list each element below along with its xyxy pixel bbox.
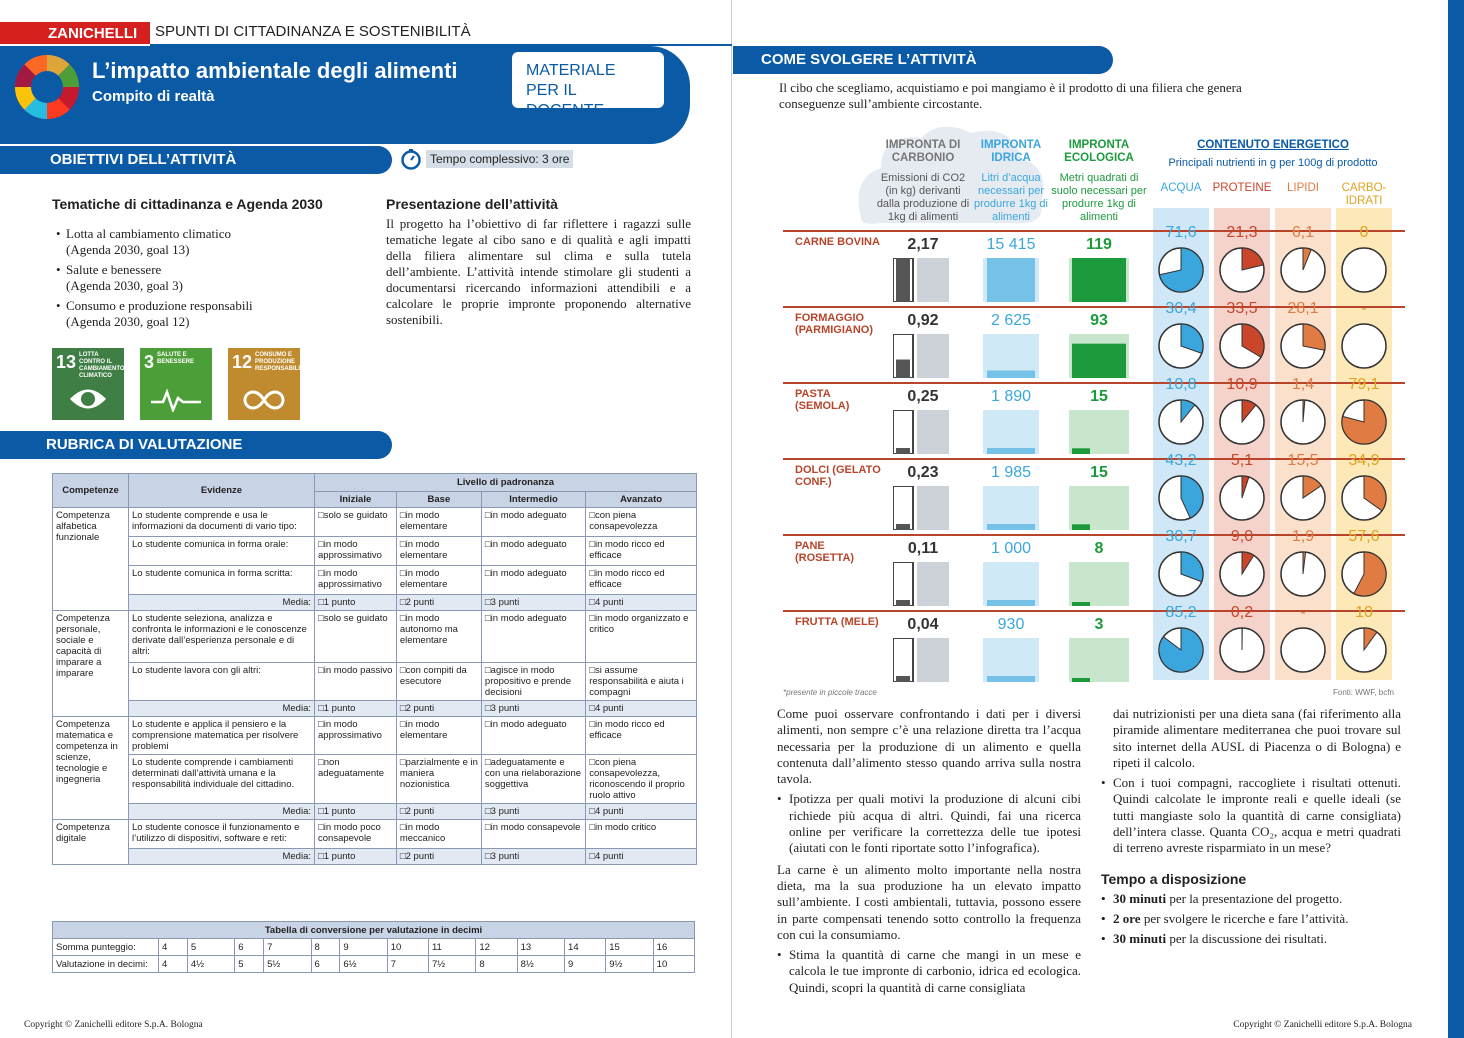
prot-value: 21,3 <box>1226 224 1258 241</box>
sdg-wheel-icon <box>14 54 80 120</box>
tematica-goal: (Agenda 2030, goal 3) <box>66 278 183 293</box>
media-cell: □1 punto <box>315 804 397 820</box>
prot-pie <box>1218 398 1266 446</box>
stopwatch-icon <box>400 148 422 170</box>
cell: □con compiti da esecutore <box>396 663 481 701</box>
conv-cell: 4 <box>159 956 188 973</box>
material-line-2: PER IL DOCENTE <box>526 82 605 119</box>
bullet-3: • Con i tuoi compagni, raccogliete i risultati ottenuti. Quindi calcolate le impronte reali e quelle ideali (se tutti mangiaste solo la quantità di carne consigliata) dell’intera classe. Quanta CO₂, acqua e metri quadrati di terreno avreste risparmiato in un mese? <box>1101 775 1401 856</box>
section-obiettivi: OBIETTIVI DELL’ATTIVITÀ <box>0 146 392 174</box>
acqua-pie <box>1157 626 1205 674</box>
tematiche-list <box>56 226 253 334</box>
section-come-svolgere: COME SVOLGERE L’ATTIVITÀ <box>733 46 1113 74</box>
carb-value: 10 <box>1355 604 1373 621</box>
material-line-1: MATERIALE <box>526 62 616 79</box>
cell: □in modo adeguato <box>481 508 585 537</box>
tempo-desc: per la presentazione del progetto. <box>1166 890 1343 906</box>
media-row <box>53 849 697 865</box>
water-bar <box>983 562 1039 606</box>
tematica-goal: (Agenda 2030, goal 13) <box>66 242 190 257</box>
cell: □agisce in modo propositivo e prende decisioni <box>481 663 585 701</box>
media-cell: □2 punti <box>396 849 481 865</box>
eco-bar <box>1069 258 1129 302</box>
prot-pie <box>1218 474 1266 522</box>
food-name: FRUTTA (MELE) <box>795 616 879 628</box>
eco-bar <box>1069 638 1129 682</box>
eco-value: 93 <box>1090 312 1108 329</box>
tempo-title: Tempo a disposizione <box>1101 870 1247 887</box>
eco-header: IMPRONTA ECOLOGICA <box>1064 139 1134 164</box>
lip-pie <box>1279 398 1327 446</box>
cell: □in modo approssimativo <box>315 717 397 755</box>
water-value: 1 985 <box>990 464 1032 481</box>
conv-row <box>53 956 695 973</box>
lip-value: 1,4 <box>1291 376 1315 393</box>
goal-label: LOTTA CONTRO IL CAMBIAMENTO CLIMATICO <box>79 352 125 379</box>
media-cell: □2 punti <box>396 595 481 611</box>
media-cell: □4 punti <box>586 849 697 865</box>
cell: □in modo adeguato <box>481 566 585 595</box>
cell: □in modo passivo <box>315 663 397 701</box>
conv-cell: 6½ <box>340 956 387 973</box>
tempo-desc: per la discussione dei risultati. <box>1166 931 1328 947</box>
co2-value: 0,92 <box>907 312 939 329</box>
cell: □in modo autonomo ma elementare <box>396 611 481 663</box>
water-bar <box>983 410 1039 454</box>
water-header: IMPRONTA IDRICA <box>980 139 1042 164</box>
table-row <box>53 755 697 804</box>
competenza-cell: Competenza digitale <box>53 820 129 865</box>
conv-cell: 5 <box>235 956 264 973</box>
conv-cell: 11 <box>428 939 475 956</box>
conv-cell: 10 <box>653 956 694 973</box>
water-bar <box>983 258 1039 302</box>
goal-13-icon <box>52 348 124 420</box>
co2-value: 0,23 <box>907 464 939 481</box>
bullet-2: • Stima la quantità di carne che mangi in un mese e calcola le tue impronte di carbonio, idrica ed ecologica. Quindi, scopri la quantità di carne consigliata <box>777 947 1081 996</box>
conv-cell: 9 <box>340 939 387 956</box>
carbon-sub: Emissioni di CO2 (in kg) derivanti dalla produzione di 1kg di alimenti <box>876 172 970 223</box>
brand-bar: ZANICHELLI <box>0 22 150 44</box>
conversion-table <box>52 921 695 973</box>
carbon-header: IMPRONTA DI CARBONIO <box>885 139 961 164</box>
conv-cell: 4½ <box>187 956 234 973</box>
media-label: Media: <box>129 804 315 820</box>
table-row <box>53 508 697 537</box>
media-cell: □3 punti <box>481 595 585 611</box>
lip-pie <box>1279 626 1327 674</box>
cell: □parzialmente e in maniera nozionistica <box>396 755 481 804</box>
media-row <box>53 804 697 820</box>
side-stripe <box>1448 0 1464 1038</box>
cell: □in modo elementare <box>396 508 481 537</box>
media-label: Media: <box>129 849 315 865</box>
conv-cell: 15 <box>606 939 653 956</box>
lip-value: - <box>1300 604 1306 621</box>
cell: Lo studente conosce il funzionamento e l’utilizzo di dispositivi, software e reti: <box>129 820 315 849</box>
lipidi-label: LIPIDI <box>1287 182 1319 194</box>
eco-bar <box>1069 562 1129 606</box>
cell: Lo studente lavora con gli altri: <box>129 663 315 701</box>
goal-label: SALUTE E BENESSERE <box>157 352 195 365</box>
intro-text: Il cibo che scegliamo, acquistiamo e poi mangiamo è il prodotto di una filiera che genera conseguenze sull’ambiente circostante. <box>779 80 1242 111</box>
tematica-goal: (Agenda 2030, goal 12) <box>66 314 190 329</box>
cell: □con piena consapevolezza, riconoscendo il proprio ruolo attivo <box>586 755 697 804</box>
food-name: PANE (ROSETTA) <box>795 540 855 564</box>
acqua-pie <box>1157 322 1205 370</box>
competenza-cell: Competenza alfabetica funzionale <box>53 508 129 611</box>
co2-value: 0,25 <box>907 388 939 405</box>
cell: □in modo approssimativo <box>315 537 397 566</box>
media-cell: □4 punti <box>586 595 697 611</box>
tempo-item: • • 30 minuti per la discussione dei risultati. <box>1101 931 1401 947</box>
table-row <box>53 717 697 755</box>
acqua-pie <box>1157 550 1205 598</box>
eco-bar <box>1069 410 1129 454</box>
conv-cell: 14 <box>565 939 606 956</box>
conv-cell: 6 <box>235 939 264 956</box>
media-cell: □3 punti <box>481 804 585 820</box>
conv-cell: 7 <box>264 939 311 956</box>
acqua-label: ACQUA <box>1160 182 1202 194</box>
carb-value: 0 <box>1359 224 1369 241</box>
cell: Lo studente comprende i cambiamenti determinati dall’attività umana e la responsabilità individuale del cittadino. <box>129 755 315 804</box>
media-label: Media: <box>129 595 315 611</box>
acqua-value: 10,8 <box>1165 376 1197 393</box>
tematiche-title: Tematiche di cittadinanza e Agenda 2030 <box>52 196 323 212</box>
table-row <box>53 566 697 595</box>
goal-label: CONSUMO E PRODUZIONE RESPONSABILI <box>255 352 301 372</box>
cell: □in modo adeguato <box>481 717 585 755</box>
tempo-duration: 2 ore <box>1113 910 1141 926</box>
water-value: 2 625 <box>990 312 1032 329</box>
conv-cell: 9½ <box>606 956 653 973</box>
conv-title: Tabella di conversione per valutazione in decimi <box>53 922 695 939</box>
goal-12-icon <box>228 348 300 420</box>
note: *presente in piccole tracce <box>783 688 877 697</box>
carb-value: 57,6 <box>1348 528 1380 545</box>
conv-cell: 4 <box>159 939 188 956</box>
carb-pie <box>1340 626 1388 674</box>
conv-label: Valutazione in decimi: <box>53 956 159 973</box>
cell: Lo studente seleziona, analizza e confronta le informazioni e le conoscenze derivate dall’esperienza personale e di altri: <box>129 611 315 663</box>
carbon-bar <box>893 334 953 378</box>
proteine-label: PROTEINE <box>1212 182 1272 194</box>
conv-cell: 8½ <box>517 956 564 973</box>
cell: □si assume responsabilità e aiuta i compagni <box>586 663 697 701</box>
water-bar <box>983 486 1039 530</box>
cell: □con piena consapevolezza <box>586 508 697 537</box>
h-level: Base <box>396 492 481 508</box>
carbon-bar <box>893 410 953 454</box>
tematica-item: • Salute e benessere (Agenda 2030, goal 3) <box>56 262 183 293</box>
conv-cell: 8 <box>476 956 517 973</box>
water-bar <box>983 334 1039 378</box>
h-evidenze: Evidenze <box>129 474 315 508</box>
carb-pie <box>1340 398 1388 446</box>
cell: □adeguatamente e con una rielaborazione soggettiva <box>481 755 585 804</box>
prot-pie <box>1218 626 1266 674</box>
cell: □solo se guidato <box>315 508 397 537</box>
lip-pie <box>1279 322 1327 370</box>
cell: □in modo adeguato <box>481 611 585 663</box>
rubrica-table <box>52 473 697 865</box>
water-value: 15 415 <box>986 236 1036 253</box>
acqua-value: 30,4 <box>1165 300 1197 317</box>
text-col-2 <box>1101 706 1401 952</box>
cell: □in modo ricco ed efficace <box>586 537 697 566</box>
carb-value: 79,1 <box>1348 376 1380 393</box>
lip-pie <box>1279 246 1327 294</box>
cell: □non adeguatamente <box>315 755 397 804</box>
cell: □in modo adeguato <box>481 537 585 566</box>
tempo-item: • • 30 minuti per la presentazione del progetto. <box>1101 891 1401 907</box>
cell: Lo studente e applica il pensiero e la comprensione matematica per risolvere problemi <box>129 717 315 755</box>
table-row <box>53 537 697 566</box>
media-cell: □1 punto <box>315 595 397 611</box>
conv-cell: 16 <box>653 939 694 956</box>
prot-pie <box>1218 322 1266 370</box>
carbon-bar <box>893 258 953 302</box>
media-cell: □3 punti <box>481 701 585 717</box>
media-row <box>53 701 697 717</box>
presentazione-text: Il progetto ha l’obiettivo di far riflettere i ragazzi sulle tematiche legate al cibo sano e di qualità e agli impatti della filiera alimentare sul clima e sulla tutela dell’ambiente. L’attività intende stimolare gli studenti a documentarsi ricercando informazioni attendibili e a calcolare le proprie impronte proponendo alternative sostenibili. <box>386 216 691 327</box>
page-subtitle: Compito di realtà <box>92 88 215 105</box>
acqua-value: 43,2 <box>1165 452 1197 469</box>
cell: □in modo elementare <box>396 537 481 566</box>
media-cell: □3 punti <box>481 849 585 865</box>
series-title: SPUNTI DI CITTADINANZA E SOSTENIBILITÀ <box>155 23 471 40</box>
media-cell: □1 punto <box>315 701 397 717</box>
acqua-value: 71,6 <box>1165 224 1197 241</box>
cell: Lo studente comunica in forma scritta: <box>129 566 315 595</box>
table-row <box>53 611 697 663</box>
cell: □in modo ricco ed efficace <box>586 566 697 595</box>
media-cell: □1 punto <box>315 849 397 865</box>
material-badge <box>512 52 664 119</box>
media-label: Media: <box>129 701 315 717</box>
eco-sub: Metri quadrati di suolo necessari per produrre 1kg di alimenti <box>1051 172 1147 223</box>
acqua-value: 85,2 <box>1165 604 1197 621</box>
goal-number: 13 <box>56 352 77 372</box>
goal-3-icon <box>140 348 212 420</box>
cell: □in modo meccanico <box>396 820 481 849</box>
media-cell: □2 punti <box>396 701 481 717</box>
tempo-item: • • 2 ore per svolgere le ricerche e fare l’attività. <box>1101 911 1401 927</box>
copyright-right: Copyright © Zanichelli editore S.p.A. Bologna <box>1233 1020 1412 1030</box>
goal-icons <box>52 348 300 420</box>
food-name: DOLCI (GELATO CONF.) <box>795 464 881 488</box>
competenza-cell: Competenza personale, sociale e capacità di imparare a imparare <box>53 611 129 717</box>
tematica-label: Lotta al cambiamento climatico <box>66 226 231 241</box>
carb-value: - <box>1361 300 1367 317</box>
header-banner <box>0 46 690 144</box>
bullet-1: • Ipotizza per quali motivi la produzione di alcuni cibi richiede più acqua di altri. Quindi, fai una ricerca online per verificare la correttezza delle tue ipotesi (aiutati con le fonti riportate sotto l’infografica). <box>777 791 1081 856</box>
h-livello: Livello di padronanza <box>315 474 697 492</box>
cell: Lo studente comunica in forma orale: <box>129 537 315 566</box>
tematica-item: • Lotta al cambiamento climatico (Agenda 2030, goal 13) <box>56 226 231 257</box>
prot-value: 9,0 <box>1230 528 1254 545</box>
carbon-bar <box>893 638 953 682</box>
prot-value: 5,1 <box>1230 452 1254 469</box>
tempo-complessivo: Tempo complessivo: 3 ore <box>426 150 573 168</box>
water-sub: Litri d’acqua necessari per produrre 1kg di alimenti <box>974 172 1048 223</box>
tematica-label: Consumo e produzione responsabili <box>66 298 253 313</box>
acqua-pie <box>1157 474 1205 522</box>
goal-number: 3 <box>144 352 155 372</box>
eco-value: 3 <box>1094 616 1104 633</box>
energy-header: CONTENUTO ENERGETICO <box>1197 139 1349 151</box>
cell: □in modo consapevole <box>481 820 585 849</box>
conv-cell: 7 <box>387 956 428 973</box>
cell: □in modo approssimativo <box>315 566 397 595</box>
media-row <box>53 595 697 611</box>
lip-pie <box>1279 550 1327 598</box>
competenza-cell: Competenza matematica e competenza in scienze, tecnologie e ingegneria <box>53 717 129 820</box>
co2-value: 0,04 <box>907 616 939 633</box>
conv-cell: 8 <box>311 939 340 956</box>
carbon-bar <box>893 486 953 530</box>
lip-value: 6,1 <box>1291 224 1315 241</box>
tempo-duration: 30 minuti <box>1113 890 1167 906</box>
acqua-pie <box>1157 246 1205 294</box>
sources: Fonti: WWF, bcfn <box>1333 688 1394 697</box>
carb-pie <box>1340 322 1388 370</box>
water-value: 930 <box>997 616 1025 633</box>
cell: □in modo elementare <box>396 717 481 755</box>
h-level: Intermedio <box>481 492 585 508</box>
cell: Lo studente comprende e usa le informazioni da documenti di vario tipo: <box>129 508 315 537</box>
lip-value: 28,1 <box>1287 300 1319 317</box>
acqua-value: 30,7 <box>1165 528 1197 545</box>
cell: □in modo organizzato e critico <box>586 611 697 663</box>
water-value: 1 000 <box>990 540 1032 557</box>
conv-cell: 7½ <box>428 956 475 973</box>
cell: □solo se guidato <box>315 611 397 663</box>
acqua-pie <box>1157 398 1205 446</box>
lip-pie <box>1279 474 1327 522</box>
copyright-left: Copyright © Zanichelli editore S.p.A. Bologna <box>24 1020 203 1030</box>
prot-pie <box>1218 550 1266 598</box>
media-cell: □2 punti <box>396 804 481 820</box>
cell: □in modo critico <box>586 820 697 849</box>
food-name: PASTA (SEMOLA) <box>795 388 850 412</box>
conv-row <box>53 939 695 956</box>
conv-cell: 13 <box>517 939 564 956</box>
conv-cell: 9 <box>565 956 606 973</box>
para-2: La carne è un alimento molto importante nella nostra dieta, ma la sua produzione ha un elevato impatto sull’ambiente. I costi ambientali, tuttavia, possono essere in parte compensati tenendo sotto controllo la frequenza con cui la consumiamo. <box>777 861 1081 942</box>
table-row <box>53 820 697 849</box>
tempo-desc: per svolgere le ricerche e fare l’attività. <box>1140 910 1349 926</box>
h-level: Iniziale <box>315 492 397 508</box>
water-value: 1 890 <box>990 388 1032 405</box>
tempo-duration: 30 minuti <box>1113 931 1167 947</box>
presentazione-title: Presentazione dell’attività <box>386 196 558 212</box>
media-cell: □4 punti <box>586 804 697 820</box>
food-name: FORMAGGIO (PARMIGIANO) <box>795 312 874 336</box>
carbo-label: CARBO-IDRATI <box>1341 182 1387 207</box>
eco-bar <box>1069 334 1129 378</box>
food-name: CARNE BOVINA <box>795 236 880 248</box>
co2-value: 2,17 <box>907 236 939 253</box>
eco-bar <box>1069 486 1129 530</box>
section-rubrica: RUBRICA DI VALUTAZIONE <box>0 431 392 459</box>
cell: □in modo ricco ed efficace <box>586 717 697 755</box>
prot-value: 0,2 <box>1230 604 1254 621</box>
lip-value: 1,9 <box>1291 528 1315 545</box>
tematica-item: • Consumo e produzione responsabili (Agenda 2030, goal 12) <box>56 298 253 329</box>
energy-sub: Principali nutrienti in g per 100g di prodotto <box>1168 157 1378 169</box>
conv-cell: 10 <box>387 939 428 956</box>
text-col-1 <box>777 706 1081 996</box>
eco-value: 8 <box>1094 540 1104 557</box>
cell: □in modo poco consapevole <box>315 820 397 849</box>
tematica-label: Salute e benessere <box>66 262 162 277</box>
media-cell: □4 punti <box>586 701 697 717</box>
lip-value: 15,5 <box>1287 452 1319 469</box>
prot-value: 10,9 <box>1226 376 1258 393</box>
carb-pie <box>1340 550 1388 598</box>
conv-cell: 5 <box>187 939 234 956</box>
page-title: L’impatto ambientale degli alimenti <box>92 58 458 83</box>
para-1: Come puoi osservare confrontando i dati per i diversi alimenti, non sempre c’è una relazione diretta tra l’acqua necessaria per la produzione di un alimento e quella contenuta dall’alimento stesso quando arriva sulla nostra tavola. <box>777 706 1081 787</box>
h-competenze: Competenze <box>53 474 129 508</box>
right-page <box>733 0 1464 1038</box>
conv-cell: 6 <box>311 956 340 973</box>
prot-value: 33,5 <box>1226 300 1258 317</box>
conv-cell: 12 <box>476 939 517 956</box>
carb-pie <box>1340 474 1388 522</box>
carb-pie <box>1340 246 1388 294</box>
timer-info <box>400 148 573 170</box>
carb-value: 34,9 <box>1348 452 1380 469</box>
h-level: Avanzato <box>586 492 697 508</box>
co2-value: 0,11 <box>907 540 939 557</box>
eco-value: 119 <box>1086 236 1112 253</box>
tempo-list <box>1101 891 1401 948</box>
carbon-bar <box>893 562 953 606</box>
goal-number: 12 <box>232 352 253 372</box>
table-row <box>53 663 697 701</box>
conv-label: Somma punteggio: <box>53 939 159 956</box>
para-3: dai nutrizionisti per una dieta sana (fai riferimento alla piramide alimentare mediterranea che puoi trovare sul sito internet della AUSL di Piacenza o di Bologna) e ripeti il calcolo. <box>1113 706 1401 770</box>
conv-cell: 5½ <box>264 956 311 973</box>
eco-value: 15 <box>1090 464 1108 481</box>
eco-value: 15 <box>1090 388 1108 405</box>
prot-pie <box>1218 246 1266 294</box>
cell: □in modo elementare <box>396 566 481 595</box>
water-bar <box>983 638 1039 682</box>
